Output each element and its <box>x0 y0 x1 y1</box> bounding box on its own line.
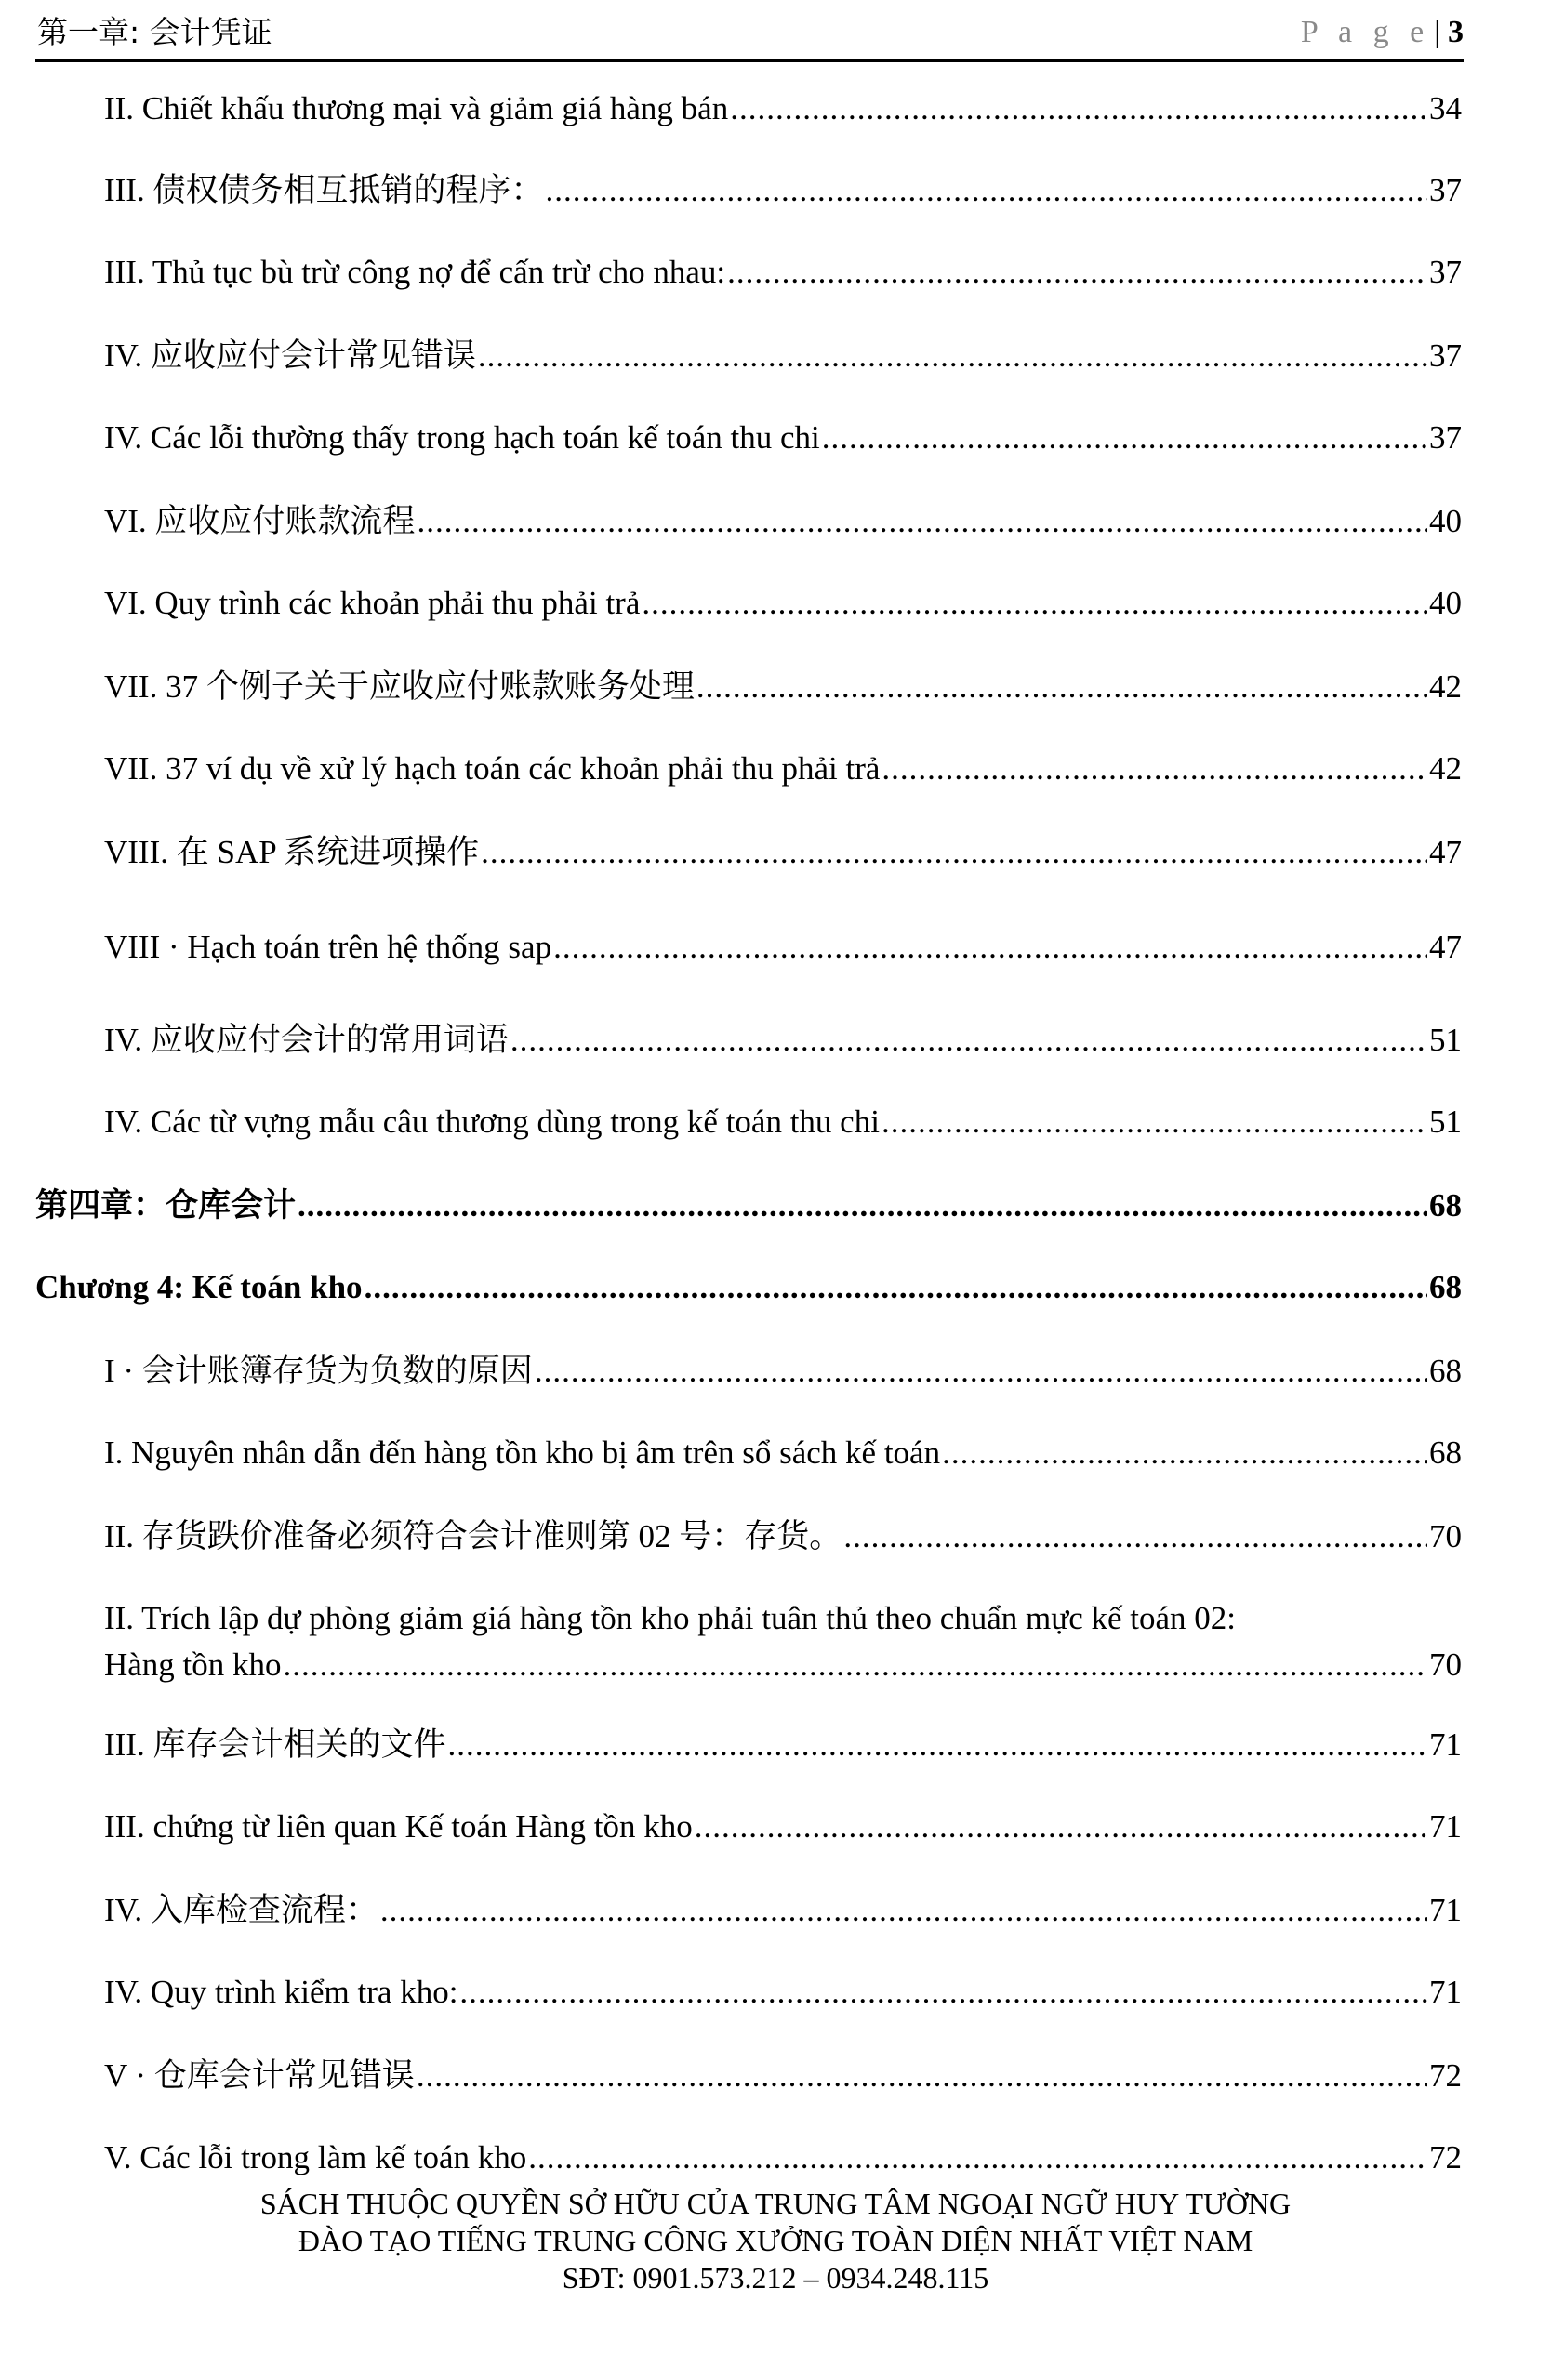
toc-entry-label: VII. 37 个例子关于应收应付账款账务处理 <box>104 668 695 705</box>
toc-entry-label: 第四章：仓库会计 <box>35 1187 297 1223</box>
dot-leader <box>298 1184 1427 1227</box>
dot-leader <box>510 1019 1427 1062</box>
toc-entry[interactable] <box>104 251 1462 294</box>
toc-entry[interactable] <box>104 2055 1462 2097</box>
toc-entry[interactable] <box>104 1971 1462 2014</box>
toc-entry-page: 47 <box>1429 834 1462 870</box>
toc-entry-page: 68 <box>1429 1269 1462 1305</box>
toc-entry-label: I. Nguyên nhân dẫn đến hàng tồn kho bị âm trên sổ sách kế toán <box>104 1435 941 1471</box>
toc-entry-page: 37 <box>1429 419 1462 456</box>
toc-entry-label: VIII. 在 SAP 系统进项操作 <box>104 834 480 870</box>
toc-entry-page: 42 <box>1429 750 1462 787</box>
dot-leader <box>481 831 1427 874</box>
toc-entry-label: IV. Quy trình kiểm tra kho: <box>104 1974 458 2010</box>
toc-entry[interactable] <box>104 1019 1462 1062</box>
toc-entry[interactable] <box>104 1350 1462 1393</box>
toc-entry-label: V · 仓库会计常见错误 <box>104 2057 415 2094</box>
dot-leader <box>695 1805 1427 1848</box>
page-number: 3 <box>1448 15 1464 49</box>
footer-phone-line: SĐT: 0901.573.212 – 0934.248.115 <box>562 2261 989 2294</box>
toc-entry-label: IV. Các từ vựng mẫu câu thương dùng trong kế toán thu chi <box>104 1104 880 1140</box>
toc-entry-page: 70 <box>1429 1646 1462 1683</box>
toc-entry[interactable] <box>104 500 1462 543</box>
toc-chapter-entry[interactable] <box>35 1184 1462 1227</box>
toc-entry-page: 71 <box>1429 1808 1462 1844</box>
toc-entry-label: VI. 应收应付账款流程 <box>104 503 416 539</box>
toc-entry-page: 68 <box>1429 1353 1462 1389</box>
toc-entry-label-continued: Hàng tồn kho <box>104 1646 282 1683</box>
toc-entry[interactable] <box>104 1724 1462 1766</box>
toc-entry-page: 51 <box>1429 1104 1462 1140</box>
toc-entry-label: Chương 4: Kế toán kho <box>35 1269 363 1305</box>
toc-entry[interactable] <box>104 1101 1462 1144</box>
dot-leader <box>528 2136 1427 2179</box>
dot-leader <box>417 500 1427 543</box>
toc-entry[interactable] <box>104 1595 1462 1688</box>
toc-entry-page: 70 <box>1429 1518 1462 1554</box>
toc-entry[interactable] <box>104 169 1462 212</box>
toc-entry[interactable] <box>104 2136 1462 2179</box>
dot-leader <box>545 169 1427 212</box>
toc-entry-page: 71 <box>1429 1974 1462 2010</box>
toc-entry[interactable] <box>104 335 1462 377</box>
dot-leader <box>727 251 1427 294</box>
toc-entry-page: 68 <box>1429 1435 1462 1471</box>
toc-entry-continuation <box>104 1642 1462 1688</box>
toc-entry-label: IV. Các lỗi thường thấy trong hạch toán kế toán thu chi <box>104 419 820 456</box>
toc-entry-label: IV. 入库检查流程： <box>104 1892 378 1928</box>
toc-entry-page: 71 <box>1429 1892 1462 1928</box>
page-footer <box>0 2185 1551 2296</box>
toc-entry[interactable] <box>104 1515 1462 1558</box>
dot-leader <box>447 1724 1427 1766</box>
toc-entry-page: 37 <box>1429 172 1462 208</box>
toc-entry-label: III. Thủ tục bù trừ công nợ để cấn trừ cho nhau: <box>104 254 726 290</box>
toc-chapter-entry[interactable] <box>35 1266 1462 1309</box>
toc-entry-page: 72 <box>1429 2139 1462 2175</box>
dot-leader <box>365 1266 1427 1309</box>
toc-entry-label: II. 存货跌价准备必须符合会计准则第 02 号：存货。 <box>104 1518 842 1554</box>
toc-entry-label: II. Trích lập dự phòng giảm giá hàng tồn kho phải tuân thủ theo chuẩn mực kế toán 02: <box>104 1600 1237 1636</box>
toc-entry[interactable] <box>104 1805 1462 1848</box>
dot-leader <box>843 1515 1427 1558</box>
footer-training-line: ĐÀO TẠO TIẾNG TRUNG CÔNG XƯỞNG TOÀN DIỆN NHẤT VIỆT NAM <box>298 2224 1253 2257</box>
dot-leader <box>942 1432 1427 1474</box>
toc-entry[interactable] <box>104 582 1462 625</box>
dot-leader <box>459 1971 1427 2014</box>
dot-leader <box>535 1350 1427 1393</box>
toc-entry-label: III. 库存会计相关的文件 <box>104 1726 446 1763</box>
toc-entry-page: 40 <box>1429 585 1462 621</box>
toc-entry-label: III. chứng từ liên quan Kế toán Hàng tồn kho <box>104 1808 693 1844</box>
toc-entry-page: 37 <box>1429 254 1462 290</box>
page-label: P a g e <box>1300 15 1431 49</box>
toc-entry-page: 40 <box>1429 503 1462 539</box>
dot-leader <box>882 1101 1427 1144</box>
toc-entry-page: 51 <box>1429 1022 1462 1058</box>
toc-entry-page: 42 <box>1429 668 1462 705</box>
dot-leader <box>882 747 1427 790</box>
dot-leader <box>284 1642 1427 1688</box>
toc-entry-label: III. 债权债务相互抵销的程序： <box>104 172 544 208</box>
toc-entry-page: 68 <box>1429 1187 1462 1223</box>
toc-entry-label: IV. 应收应付会计的常用词语 <box>104 1022 509 1058</box>
dot-leader <box>380 1889 1427 1932</box>
dot-leader <box>417 2055 1427 2097</box>
toc-entry[interactable] <box>104 416 1462 459</box>
toc-entry-page: 71 <box>1429 1726 1462 1763</box>
toc-entry-label: I · 会计账簿存货为负数的原因 <box>104 1353 533 1389</box>
toc-entry[interactable] <box>104 831 1462 874</box>
page-separator: | <box>1434 15 1440 49</box>
toc-entry-label: VII. 37 ví dụ về xử lý hạch toán các khoản phải thu phải trả <box>104 750 881 787</box>
toc-entry-page: 34 <box>1429 90 1462 126</box>
toc-entry[interactable] <box>104 666 1462 708</box>
toc-entry-label: VIII · Hạch toán trên hệ thống sap <box>104 929 552 965</box>
dot-leader <box>553 926 1427 969</box>
toc-entry[interactable] <box>104 926 1462 969</box>
toc-entry[interactable] <box>104 1432 1462 1474</box>
toc-entry[interactable] <box>104 1889 1462 1932</box>
toc-entry-label: V. Các lỗi trong làm kế toán kho <box>104 2139 527 2175</box>
dot-leader <box>696 666 1427 708</box>
dot-leader <box>478 335 1427 377</box>
toc-entry[interactable] <box>104 747 1462 790</box>
toc-entry-label: VI. Quy trình các khoản phải thu phải trả <box>104 585 641 621</box>
dot-leader <box>822 416 1427 459</box>
dot-leader <box>642 582 1427 625</box>
toc-entry[interactable] <box>104 87 1462 130</box>
toc-entry-page: 47 <box>1429 929 1462 965</box>
toc-entry-label: IV. 应收应付会计常见错误 <box>104 337 476 374</box>
chapter-title: 第一章: 会计凭证 <box>37 14 272 50</box>
dot-leader <box>730 87 1427 130</box>
toc-entry-page: 72 <box>1429 2057 1462 2094</box>
footer-ownership-line: SÁCH THUỘC QUYỀN SỞ HỮU CỦA TRUNG TÂM NGOẠI NGỮ HUY TƯỜNG <box>259 2187 1292 2220</box>
toc-entry-page: 37 <box>1429 337 1462 374</box>
toc-entry-label: II. Chiết khấu thương mại và giảm giá hàng bán <box>104 90 729 126</box>
